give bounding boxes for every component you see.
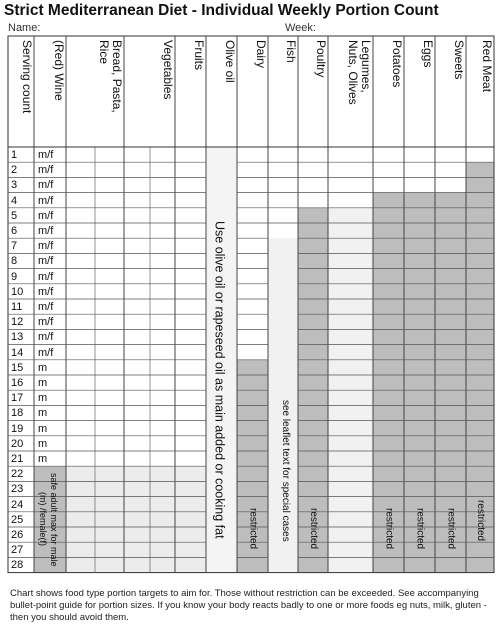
row-number: 18 <box>11 407 24 420</box>
row-number: 10 <box>11 285 24 298</box>
olive-oil-note: Use olive oil or rapeseed oil as main added or cooking fat <box>212 221 227 539</box>
wine-note: safe adult max for male (m) /female(f) <box>38 472 59 567</box>
wine-mark: m/f <box>38 301 54 313</box>
column-header: Eggs <box>421 40 435 68</box>
row-number: 16 <box>11 377 24 389</box>
restricted-sweets: restricted <box>445 508 457 550</box>
row-number: 27 <box>11 544 24 557</box>
row-number: 19 <box>11 422 24 435</box>
wine-mark: m/f <box>38 346 54 359</box>
wine-mark: m <box>38 407 48 420</box>
row-number: 13 <box>11 331 24 344</box>
column-header: Potatoes <box>390 40 404 88</box>
column-header: (Red) Wine <box>52 40 66 101</box>
row-number: 24 <box>11 498 24 511</box>
wine-mark: m/f <box>38 225 54 237</box>
row-number: 5 <box>11 209 18 222</box>
wine-mark: m/f <box>38 209 54 222</box>
row-number: 12 <box>11 316 24 329</box>
row-number: 21 <box>11 453 24 465</box>
name-label: Name: <box>8 22 41 34</box>
wine-mark: m/f <box>38 270 54 283</box>
column-header: Sweets <box>452 40 466 80</box>
column-header: Fruits <box>192 40 206 70</box>
wine-mark: m <box>38 422 48 435</box>
wine-mark: m <box>38 361 48 374</box>
column-header: Serving count <box>20 40 34 114</box>
shade-light-block <box>66 466 206 572</box>
page-title: Strict Mediterranean Diet - Individual Weekly Portion Count <box>4 2 439 19</box>
row-number: 6 <box>11 225 18 237</box>
restricted-red-meat: restricted <box>475 500 486 542</box>
column-header: Legumes, Nuts, Olives <box>346 40 373 105</box>
column-header: Bread, Pasta, Rice <box>97 40 124 113</box>
row-number: 20 <box>11 437 24 450</box>
wine-mark: m <box>38 377 48 389</box>
row-number: 8 <box>11 255 18 268</box>
wine-mark: m/f <box>38 316 54 329</box>
row-number: 7 <box>11 240 18 253</box>
row-number: 22 <box>11 468 24 481</box>
column-header: Vegetables <box>161 40 175 100</box>
restricted-potatoes: restricted <box>383 508 395 550</box>
wine-mark: m <box>38 437 48 450</box>
footnote: Chart shows food type portion targets to aim for. Those without restriction can be exceeded. See accompanying bullet-point guide for portion sizes. If you know your body reacts badly to one or more foods eg nuts, milk, gluten - then you should avoid them. <box>10 588 487 623</box>
wine-mark: m/f <box>38 179 54 192</box>
row-number: 23 <box>11 483 24 496</box>
wine-mark: m/f <box>38 255 54 268</box>
column-header: Red Meat <box>480 40 494 93</box>
wine-mark: m <box>38 392 48 405</box>
wine-mark: m/f <box>38 285 54 298</box>
column-header: Dairy <box>254 40 268 69</box>
row-number: 25 <box>11 513 24 526</box>
row-number: 17 <box>11 392 24 405</box>
restricted-eggs: restricted <box>414 508 426 550</box>
wine-mark: m/f <box>38 194 54 207</box>
row-number: 15 <box>11 361 24 374</box>
row-number: 9 <box>11 270 18 283</box>
wine-mark: m/f <box>38 240 54 253</box>
row-number: 4 <box>11 194 18 207</box>
row-number: 3 <box>11 179 18 192</box>
row-number: 11 <box>11 301 23 313</box>
wine-mark: m/f <box>38 149 54 161</box>
wine-mark: m <box>38 453 48 465</box>
week-label: Week: <box>285 22 316 34</box>
row-number: 14 <box>11 346 24 359</box>
fish-note: see leaflet text for special cases <box>280 400 291 542</box>
wine-mark: m/f <box>38 164 54 177</box>
row-number: 26 <box>11 529 24 541</box>
restricted-dairy: restricted <box>247 508 259 550</box>
wine-mark: m/f <box>38 331 54 344</box>
row-number: 28 <box>11 559 24 572</box>
column-header: Poultry <box>314 40 328 78</box>
restricted-poultry: restricted <box>308 508 319 550</box>
row-number: 1 <box>11 149 18 161</box>
column-header: Fish <box>284 40 298 63</box>
column-header: Olive oil <box>223 40 237 83</box>
row-number: 2 <box>11 164 18 177</box>
